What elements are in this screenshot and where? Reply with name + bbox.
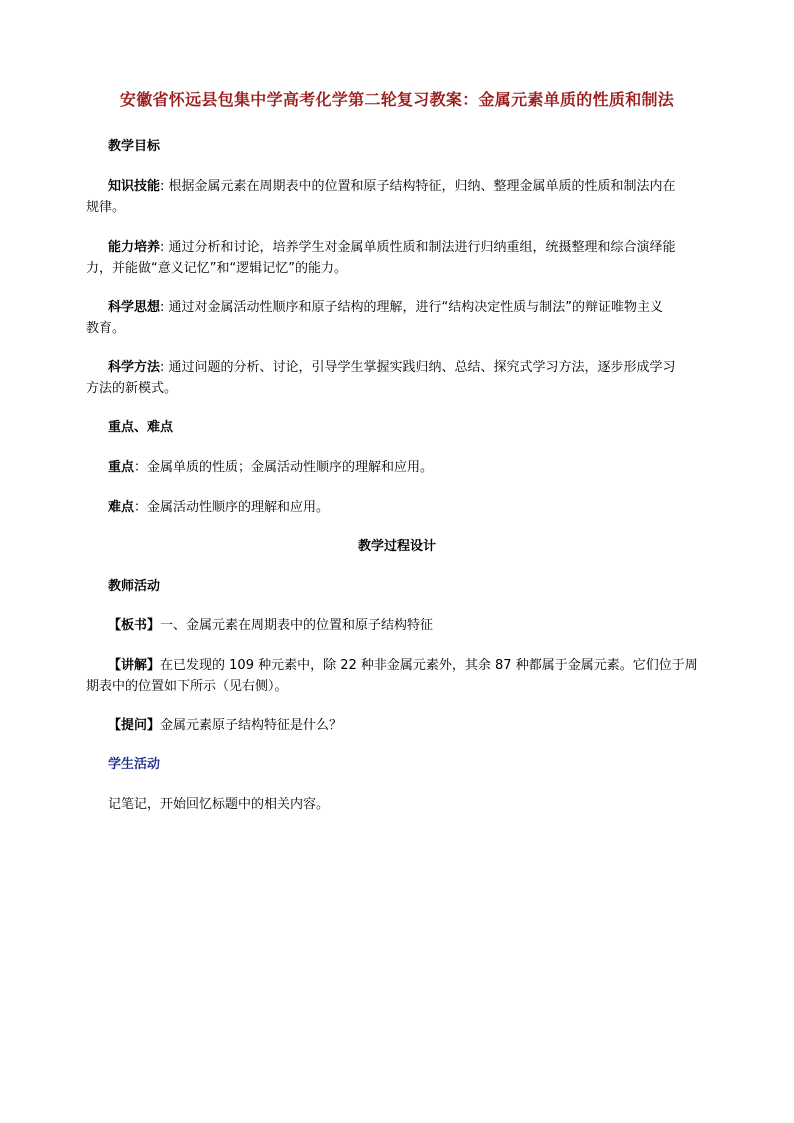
thinking-label: 科学思想	[108, 300, 161, 315]
question-paragraph	[108, 715, 720, 736]
document-title: 安徽省怀远县包集中学高考化学第二轮复习教案：金属元素单质的性质和制法	[119, 90, 675, 109]
difficult-point-text: ：金属活动性顺序的理解和应用。	[134, 500, 330, 515]
board-label: 【板书】	[108, 618, 161, 633]
method-text-1: : 通过问题的分析、讨论，引导学生掌握实践归纳、总结、探究式学习方法，逐步形成学习	[160, 360, 676, 375]
student-text: 记笔记，开始回忆标题中的相关内容。	[108, 797, 330, 812]
knowledge-label: 知识技能	[108, 179, 161, 194]
board-paragraph	[108, 615, 720, 636]
knowledge-text-2: 规律。	[86, 200, 126, 215]
thinking-paragraph	[108, 297, 720, 318]
ability-text-1: : 通过分析和讨论，培养学生对金属单质性质和制法进行归纳重组，统摄整理和综合演绎能	[160, 240, 676, 255]
key-heading: 重点、难点	[108, 420, 174, 435]
teacher-heading: 教师活动	[108, 579, 161, 594]
difficult-point-label: 难点	[108, 500, 135, 515]
method-label: 科学方法	[108, 360, 161, 375]
objectives-heading: 教学目标	[108, 139, 161, 154]
method-text-2: 方法的新模式。	[86, 381, 178, 396]
knowledge-text-1: : 根据金属元素在周期表中的位置和原子结构特征，归纳、整理金属单质的性质和制法内在	[160, 179, 676, 194]
ability-label: 能力培养	[108, 240, 161, 255]
lecture-label: 【讲解】	[108, 658, 161, 673]
lecture-text-2: 期表中的位置如下所示（见右侧）。	[86, 679, 288, 694]
student-heading: 学生活动	[108, 757, 161, 772]
lecture-paragraph	[108, 655, 720, 676]
ability-text-2: 力，并能做“意义记忆”和“逻辑记忆”的能力。	[86, 261, 347, 276]
question-label: 【提问】	[108, 718, 161, 733]
thinking-text-2: 教育。	[86, 321, 126, 336]
key-point-paragraph	[108, 457, 720, 478]
ability-paragraph	[108, 237, 720, 258]
lecture-text-1: 在已发现的 109 种元素中，除 22 种非金属元素外，其余 87 种都属于金属元素。它们位于周	[160, 658, 698, 673]
thinking-text-1: : 通过对金属活动性顺序和原子结构的理解，进行“结构决定性质与制法”的辩证唯物主义	[160, 300, 663, 315]
question-text: 金属元素原子结构特征是什么？	[160, 718, 343, 733]
knowledge-paragraph	[108, 176, 720, 197]
key-point-label: 重点	[108, 460, 135, 475]
method-paragraph	[108, 357, 720, 378]
board-text: 一、金属元素在周期表中的位置和原子结构特征	[160, 618, 434, 633]
key-point-text: ：金属单质的性质；金属活动性顺序的理解和应用。	[134, 460, 434, 475]
process-heading: 教学过程设计	[357, 539, 436, 554]
difficult-point-paragraph	[108, 497, 720, 518]
